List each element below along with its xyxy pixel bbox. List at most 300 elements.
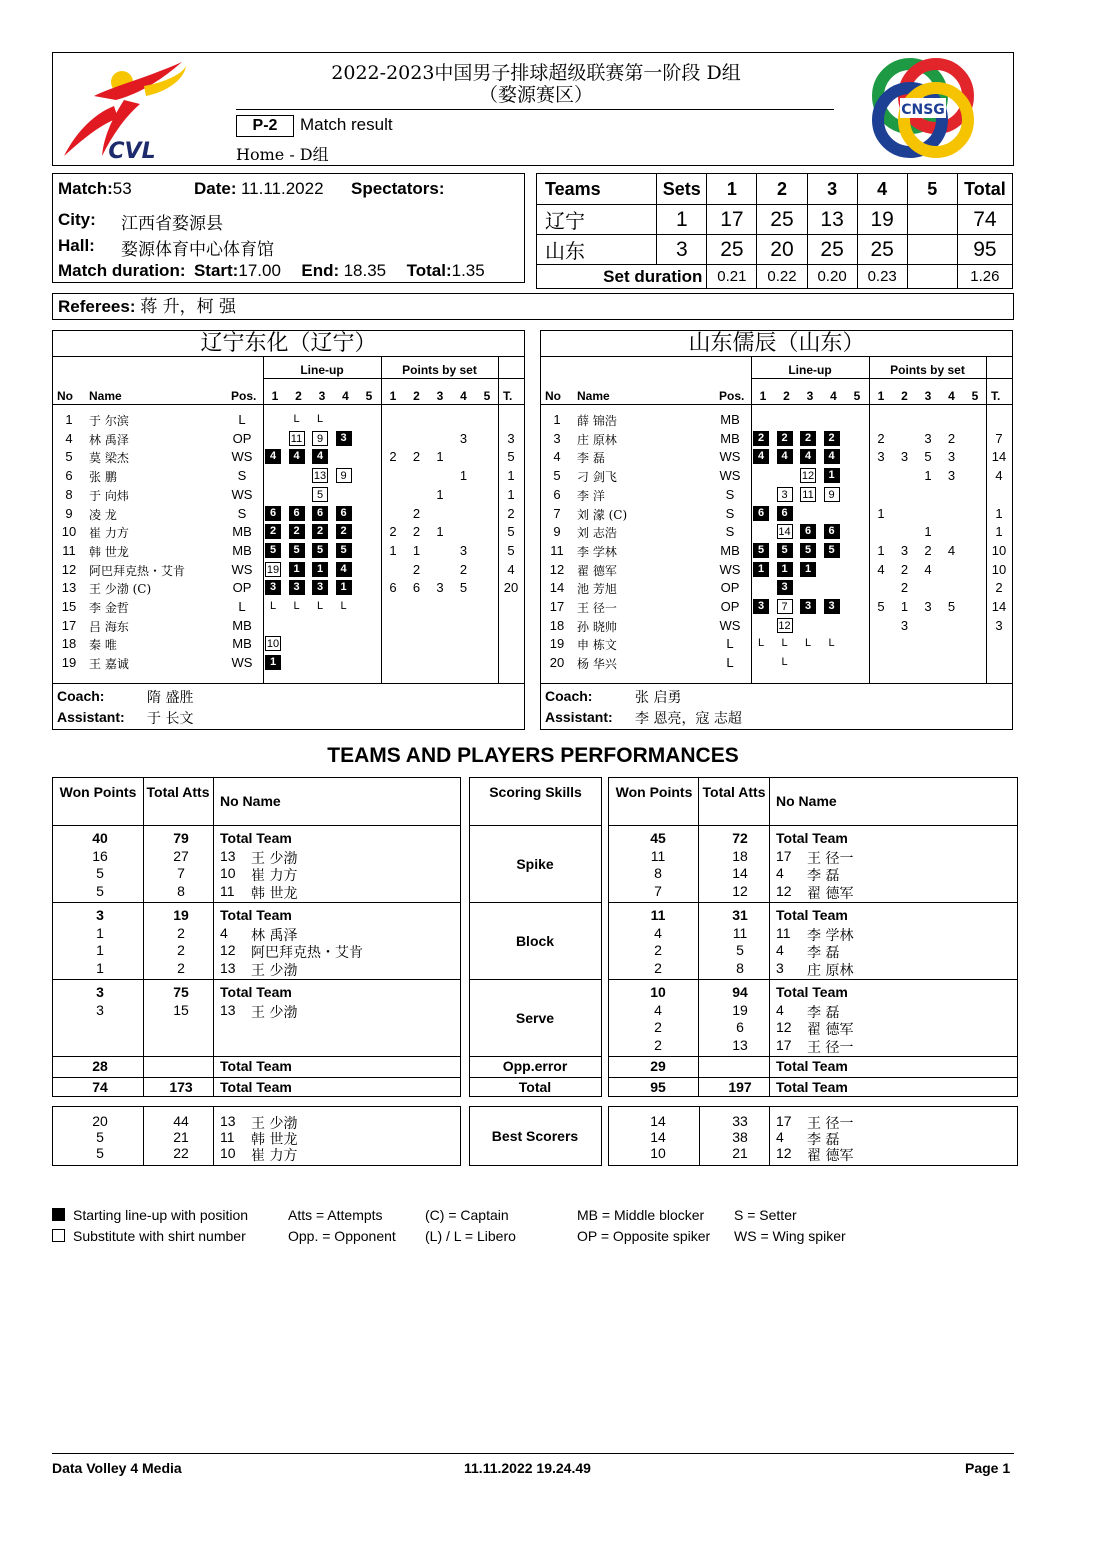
won-points: 11 — [650, 907, 666, 923]
starting-position: 5 — [824, 543, 840, 558]
libero-mark: L — [269, 600, 277, 612]
player-row — [53, 543, 524, 561]
player-total: 4 — [507, 561, 515, 577]
player-name: 庄 原林 — [807, 962, 854, 979]
starting-position: 6 — [265, 506, 281, 521]
set-points: 1 — [877, 505, 885, 521]
player-row — [53, 599, 524, 617]
total-team-label: Total Team — [220, 984, 292, 1000]
duration-label: Match duration: — [58, 261, 186, 280]
away-roster — [540, 330, 1013, 730]
player-number: 13 — [220, 959, 236, 976]
starting-position: 1 — [265, 655, 281, 670]
player-row — [53, 562, 524, 580]
scoring-skills-column — [469, 777, 602, 1097]
player-number: 20 — [549, 655, 565, 671]
score-set-points: 25 — [807, 235, 857, 265]
player-position: WS — [719, 561, 741, 577]
player-name: 林 禹泽 — [251, 927, 298, 944]
won-points: 14 — [650, 1113, 666, 1129]
score-header-set3: 3 — [807, 174, 857, 205]
set-duration — [907, 265, 957, 289]
total-atts: 31 — [732, 907, 748, 923]
player-name: 张 鹏 — [89, 470, 117, 485]
player-name: 刁 剑飞 — [577, 470, 617, 485]
set-points: 5 — [877, 599, 885, 614]
total-atts: 173 — [169, 1079, 193, 1095]
cnsg-logo — [870, 56, 976, 160]
substitute-box: 10 — [266, 638, 280, 651]
set-points: 1 — [436, 524, 444, 540]
starting-position: 3 — [824, 599, 840, 614]
player-name: 杨 华兴 — [577, 657, 617, 672]
player-number: 4 — [776, 865, 784, 881]
lineup-set-header: 4 — [830, 389, 837, 403]
score-sets-won: 3 — [657, 235, 707, 265]
player-number: 17 — [776, 1113, 792, 1129]
player-row — [53, 636, 524, 654]
player-row — [541, 580, 1012, 598]
player-name: 王 径一 — [807, 1116, 854, 1132]
player-total: 3 — [507, 430, 515, 446]
player-name: 李 学林 — [577, 544, 617, 559]
starting-position: 2 — [800, 431, 816, 446]
player-number: 12 — [220, 942, 236, 958]
starting-position: 3 — [265, 580, 281, 595]
player-position: OP — [720, 599, 740, 614]
referees-value: 蒋 升，柯 强 — [140, 297, 237, 317]
player-name: 吕 海东 — [89, 619, 129, 634]
player-row — [541, 468, 1012, 486]
player-number: 9 — [553, 524, 561, 540]
points-set-header: 4 — [460, 389, 467, 403]
t-header: T. — [503, 389, 513, 403]
player-number: 6 — [553, 486, 561, 502]
points-set-header: 2 — [413, 389, 420, 403]
won-points: 95 — [650, 1079, 666, 1095]
player-position: MB — [232, 524, 252, 540]
score-header-sets: Sets — [657, 174, 707, 205]
skill-opp-error: Opp.error — [502, 1058, 568, 1074]
row-divider — [470, 1077, 601, 1078]
player-number: 4 — [65, 430, 73, 446]
doc-type: Match result — [300, 115, 393, 134]
set-points: 1 — [877, 542, 885, 558]
set-points: 3 — [900, 542, 909, 558]
player-total: 2 — [507, 505, 515, 521]
match-date: 11.11.2022 — [240, 179, 324, 198]
won-points: 1 — [96, 924, 104, 941]
footer-left: Data Volley 4 Media — [52, 1460, 182, 1476]
best-scorers-label: Best Scorers — [491, 1128, 579, 1144]
lineup-set-header: 3 — [806, 389, 814, 403]
total-atts: 27 — [173, 847, 189, 864]
lineup-set-header: 4 — [342, 389, 349, 403]
no-name-header: No Name — [220, 793, 281, 809]
player-number: 3 — [553, 430, 561, 446]
column-divider — [699, 1107, 700, 1165]
points-set-header: 2 — [901, 389, 908, 403]
set-points: 3 — [924, 599, 932, 614]
player-name: 王 径一 — [807, 1039, 854, 1056]
won-points: 20 — [92, 1113, 108, 1129]
starting-position: 4 — [336, 562, 352, 577]
set-points: 5 — [924, 449, 932, 465]
player-name: 阿巴拜克热・艾肯 — [89, 563, 186, 578]
score-team-name: 辽宁 — [537, 205, 657, 235]
player-name: 阿巴拜克热・艾肯 — [251, 945, 363, 961]
libero-mark: L — [828, 637, 835, 650]
best-scorers-label-box — [469, 1106, 602, 1166]
start-time: 17.00 — [238, 261, 281, 280]
player-number: 13 — [61, 580, 77, 596]
player-name: 凌 龙 — [89, 507, 117, 522]
won-points: 1 — [96, 942, 104, 958]
score-set-points: 25 — [707, 235, 757, 265]
player-row — [541, 524, 1012, 542]
total-atts-header: Total Atts — [146, 784, 210, 800]
player-number: 19 — [61, 655, 77, 671]
substitute-box: 3 — [777, 487, 793, 502]
score-set-points: 25 — [757, 205, 807, 235]
score-sets-won: 1 — [657, 205, 707, 235]
set-points: 1 — [412, 542, 421, 558]
score-row-home — [537, 205, 1013, 235]
total-time: 1.35 — [451, 261, 485, 280]
player-position: S — [725, 486, 735, 502]
total-atts: 2 — [177, 924, 185, 941]
total-team-label: Total Team — [220, 1058, 292, 1074]
spectators-label: Spectators: — [351, 179, 445, 198]
set-points: 3 — [924, 430, 932, 446]
player-number: 4 — [776, 1129, 784, 1145]
assistant-name: 于 长文 — [147, 711, 194, 727]
player-name: 申 栋文 — [577, 638, 617, 653]
set-points: 2 — [900, 580, 909, 596]
footer-divider — [52, 1453, 1014, 1454]
points-set-header: 4 — [948, 389, 955, 403]
player-row — [53, 412, 524, 430]
legend-s: S = Setter — [734, 1207, 797, 1223]
player-name: 莫 梁杰 — [89, 451, 129, 466]
set-points: 2 — [900, 561, 909, 577]
starting-position: 5 — [753, 543, 769, 558]
player-total: 4 — [995, 468, 1003, 484]
set-points: 1 — [436, 486, 444, 502]
player-name: 王 少渤 (C) — [89, 582, 152, 597]
won-points: 5 — [96, 882, 104, 899]
player-name: 翟 德军 — [807, 1022, 854, 1038]
no-header: No — [57, 389, 73, 403]
row-divider — [609, 825, 1017, 826]
starting-position: 1 — [312, 562, 328, 577]
date-label: Date: — [194, 179, 237, 198]
starting-position: 2 — [336, 524, 352, 539]
substitute-box: 12 — [801, 470, 815, 483]
set-points: 2 — [389, 449, 397, 465]
points-set-header: 3 — [436, 389, 444, 403]
player-row — [541, 506, 1012, 524]
libero-mark: L — [316, 413, 324, 425]
player-name: 刘 濛 (C) — [577, 507, 628, 522]
won-points: 2 — [654, 942, 662, 958]
player-name: 林 禹泽 — [89, 432, 129, 447]
starting-position: 1 — [289, 562, 305, 577]
team-name: 辽宁东化（辽宁） — [53, 331, 524, 357]
player-number: 10 — [220, 865, 236, 881]
home-roster — [52, 330, 525, 730]
player-name: 王 少渤 — [251, 1116, 298, 1132]
player-total: 10 — [991, 542, 1007, 558]
player-row — [53, 449, 524, 467]
footer-timestamp: 11.11.2022 19.24.49 — [464, 1460, 591, 1476]
player-row — [541, 449, 1012, 467]
set-points: 5 — [947, 599, 956, 614]
score-total: 95 — [957, 235, 1012, 265]
date-row — [194, 179, 324, 199]
player-number: 12 — [776, 1019, 792, 1035]
total-team-label: Total Team — [776, 1058, 848, 1074]
legend-opp: Opp. = Opponent — [288, 1228, 396, 1244]
player-position: L — [238, 412, 246, 427]
substitute-box: 11 — [289, 431, 305, 446]
end-label: End: — [301, 261, 340, 280]
player-name: 李 磊 — [577, 451, 605, 466]
player-name: 翟 德军 — [807, 885, 854, 902]
won-points: 10 — [650, 984, 666, 1000]
player-position: WS — [231, 449, 253, 465]
starting-lineup-swatch — [52, 1208, 65, 1221]
player-row — [53, 580, 524, 598]
won-points: 2 — [654, 1036, 662, 1053]
score-team-name: 山东 — [537, 235, 657, 265]
score-set-points: 17 — [707, 205, 757, 235]
score-header-teams: Teams — [537, 174, 657, 205]
won-points: 29 — [650, 1058, 666, 1074]
set-duration: 0.21 — [707, 265, 757, 289]
match-info-box — [52, 173, 525, 283]
set-points: 1 — [436, 449, 444, 465]
points-set-header: 5 — [971, 389, 979, 403]
player-total: 1 — [507, 486, 515, 502]
player-total: 20 — [503, 580, 519, 596]
match-number-row — [58, 179, 132, 199]
set-duration: 0.20 — [807, 265, 857, 289]
player-number: 7 — [553, 505, 561, 521]
set-duration: 0.22 — [757, 265, 807, 289]
pos-header: Pos. — [719, 389, 745, 403]
set-points: 2 — [412, 505, 421, 521]
set-points: 3 — [947, 468, 956, 484]
starting-position: 4 — [265, 449, 281, 464]
legend-captain: (C) = Captain — [425, 1207, 509, 1223]
substitute-box: 9 — [312, 431, 328, 446]
score-set-points: 13 — [807, 205, 857, 235]
row-divider — [53, 825, 460, 826]
lineup-set-header: 2 — [783, 389, 790, 403]
total-atts: 18 — [732, 847, 748, 864]
substitute-box: 7 — [777, 599, 793, 614]
player-name: 崔 力方 — [251, 1148, 298, 1164]
player-total: 5 — [507, 542, 515, 558]
assistant-name: 李 恩亮，寇 志超 — [635, 711, 742, 727]
coach-label: Coach: — [545, 688, 593, 704]
score-header-set4: 4 — [857, 174, 907, 205]
score-set-points — [907, 235, 957, 265]
team-name: 山东儒辰（山东） — [541, 331, 1012, 357]
score-set-points: 25 — [857, 235, 907, 265]
total-atts: 21 — [732, 1145, 748, 1161]
set-points: 1 — [924, 524, 932, 540]
player-row — [53, 655, 524, 673]
total-atts: 72 — [732, 830, 748, 846]
player-number: 18 — [549, 617, 565, 633]
player-row — [541, 412, 1012, 430]
total-team-label: Total Team — [776, 830, 848, 846]
set-points: 3 — [459, 542, 468, 558]
set-points: 1 — [924, 468, 932, 484]
player-row — [541, 636, 1012, 654]
libero-mark: L — [757, 637, 765, 650]
coach-divider — [541, 683, 1012, 684]
city-value: 江西省婺源县 — [121, 214, 223, 234]
player-name: 于 尔滨 — [89, 414, 129, 428]
column-divider — [769, 1107, 770, 1165]
lineup-set-header: 2 — [295, 389, 302, 403]
starting-position: 6 — [800, 524, 816, 539]
player-number: 10 — [220, 1145, 236, 1161]
total-atts: 19 — [173, 907, 189, 923]
total-atts: 6 — [736, 1019, 744, 1035]
set-points: 2 — [412, 449, 421, 465]
legend-substitute: Substitute with shirt number — [73, 1228, 246, 1244]
total-atts: 2 — [177, 942, 185, 958]
set-points: 6 — [389, 580, 397, 596]
starting-position: 4 — [289, 449, 305, 464]
substitute-box: 9 — [824, 487, 840, 502]
total-time-label: Total: — [406, 261, 452, 280]
player-number: 1 — [65, 412, 73, 427]
player-number: 4 — [776, 942, 784, 958]
skill-serve: Serve — [515, 1010, 555, 1026]
legend-libero: (L) / L = Libero — [425, 1228, 516, 1244]
legend-starting: Starting line-up with position — [73, 1207, 249, 1223]
set-points: 1 — [459, 468, 468, 484]
row-divider — [470, 825, 601, 826]
total-atts: 33 — [732, 1113, 748, 1129]
title-line-2: （婺源赛区） — [478, 84, 593, 106]
subheader-divider — [263, 378, 524, 379]
substitute-box: 14 — [778, 526, 791, 539]
player-position: L — [726, 655, 734, 671]
t-header: T. — [991, 389, 1001, 403]
player-row — [53, 506, 524, 524]
end-time: 18.35 — [343, 261, 387, 280]
player-number: 1 — [553, 412, 561, 427]
libero-mark: L — [340, 600, 347, 612]
player-number: 11 — [220, 1129, 235, 1145]
total-atts: 197 — [728, 1079, 752, 1095]
set-points: 3 — [877, 449, 885, 465]
match-number: 53 — [112, 179, 132, 198]
player-number: 13 — [220, 1113, 236, 1129]
player-name: 王 径一 — [807, 850, 854, 867]
won-points: 5 — [96, 1129, 104, 1145]
player-number: 4 — [220, 924, 228, 941]
total-atts: 14 — [732, 865, 748, 881]
won-points: 5 — [96, 1145, 104, 1161]
starting-position: 5 — [336, 543, 352, 558]
player-row — [53, 487, 524, 505]
player-row — [541, 487, 1012, 505]
score-set-points: 19 — [857, 205, 907, 235]
substitute-box: 12 — [778, 619, 791, 632]
player-name: 韩 世龙 — [251, 885, 298, 902]
starting-position: 1 — [824, 468, 840, 483]
won-points: 10 — [650, 1145, 666, 1161]
points-set-header: 1 — [389, 389, 397, 403]
total-atts: 79 — [173, 830, 189, 846]
column-divider — [143, 1107, 144, 1165]
subheader-divider — [751, 378, 1012, 379]
starting-position: 4 — [777, 449, 793, 464]
libero-mark: L — [781, 637, 788, 650]
row-divider — [53, 1056, 460, 1057]
player-total: 14 — [991, 449, 1007, 465]
player-name: 翟 德军 — [577, 563, 617, 578]
won-points: 2 — [654, 959, 662, 976]
won-points: 74 — [92, 1079, 108, 1095]
total-team-label: Total Team — [776, 984, 848, 1000]
player-name: 秦 唯 — [89, 638, 117, 653]
starting-position: 3 — [336, 431, 352, 446]
player-name: 李 磊 — [807, 1004, 840, 1021]
starting-position: 5 — [777, 543, 793, 558]
score-header-row — [537, 174, 1013, 205]
total-team-label: Total Team — [776, 907, 848, 923]
referees-label: Referees: — [58, 297, 136, 316]
player-position: MB — [232, 542, 252, 558]
libero-mark: L — [804, 637, 812, 650]
player-position: MB — [720, 412, 740, 427]
player-position: L — [726, 636, 734, 652]
won-points: 5 — [96, 865, 104, 881]
total-atts: 94 — [732, 984, 748, 1000]
player-row — [53, 431, 524, 449]
player-total: 5 — [507, 524, 515, 540]
right-best-scorers — [608, 1106, 1018, 1166]
set-duration-label: Set duration — [537, 265, 707, 289]
player-number: 11 — [62, 542, 76, 558]
won-points: 2 — [654, 1019, 662, 1035]
player-name: 王 嘉诚 — [89, 657, 129, 672]
player-total: 1 — [507, 468, 515, 484]
name-header: Name — [577, 389, 610, 403]
libero-mark: L — [293, 413, 300, 425]
player-total: 7 — [995, 430, 1003, 446]
player-position: OP — [720, 580, 740, 596]
won-points: 4 — [654, 924, 662, 941]
player-row — [541, 618, 1012, 636]
set-points: 2 — [412, 561, 421, 577]
libero-mark: L — [781, 656, 788, 669]
set-points: 3 — [436, 580, 444, 596]
player-name: 李 学林 — [807, 927, 854, 944]
player-name: 崔 力方 — [251, 868, 298, 884]
lineup-header: Line-up — [788, 363, 832, 377]
player-name: 李 磊 — [807, 868, 840, 884]
total-atts: 13 — [732, 1036, 748, 1053]
